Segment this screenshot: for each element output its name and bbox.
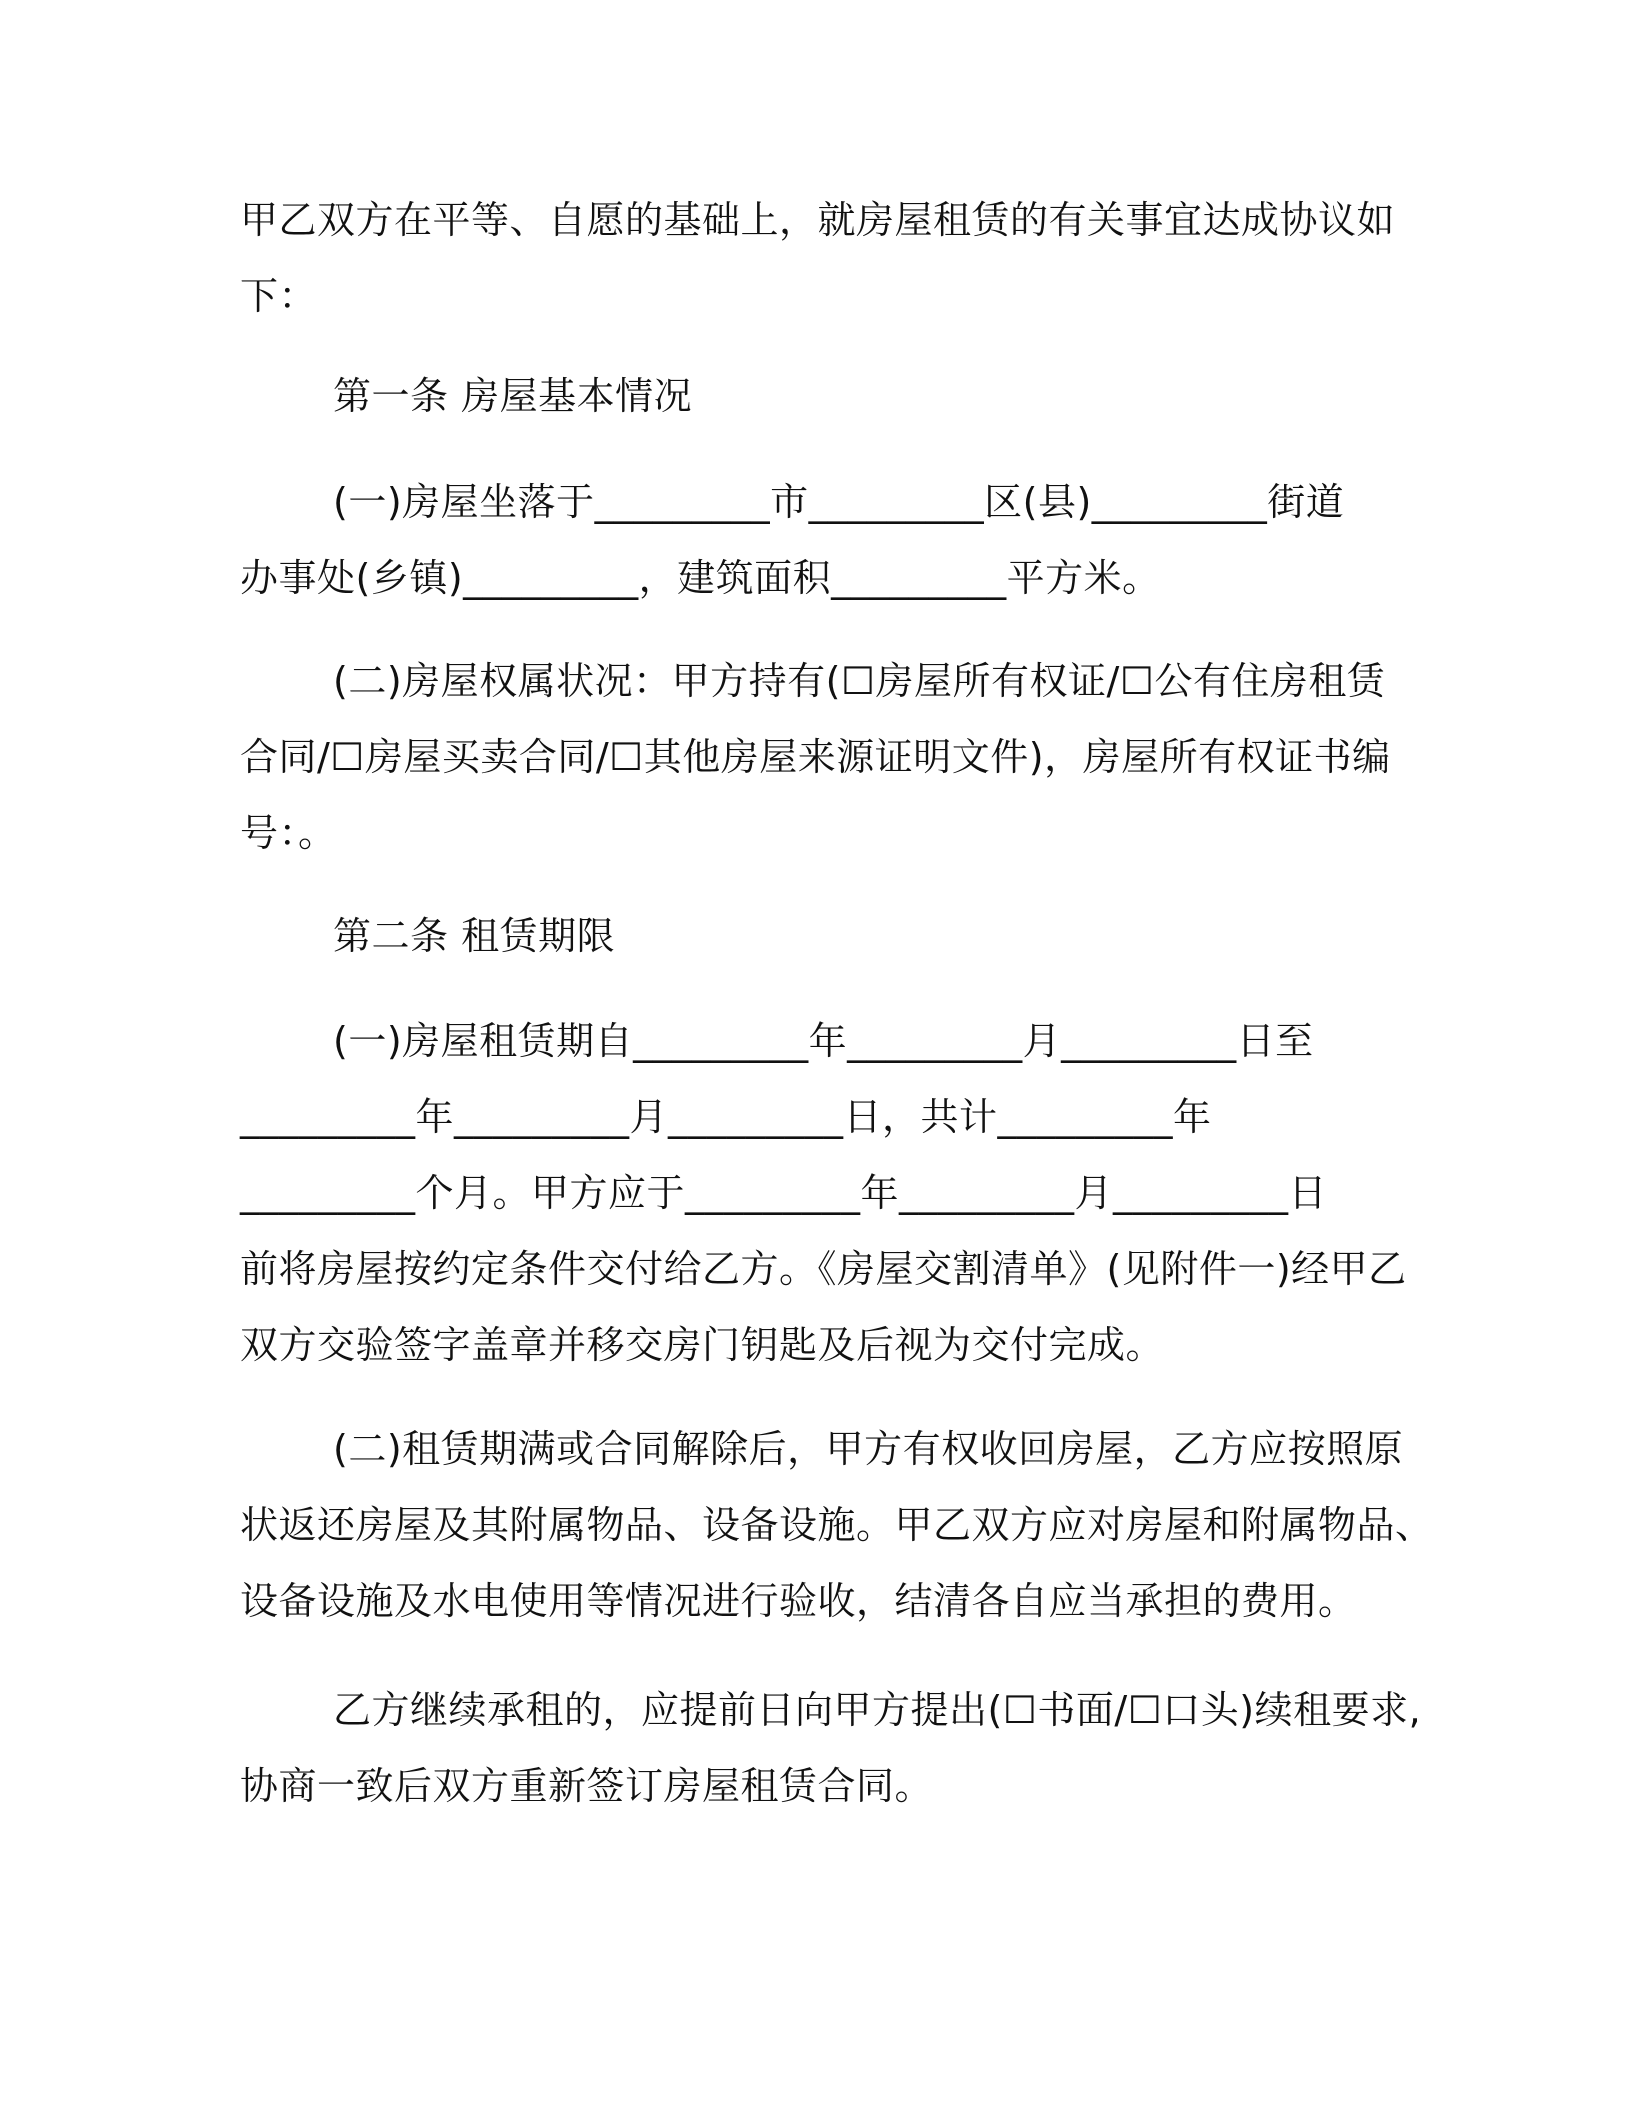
article-2-item-1-line-1: (一)房屋租赁期自_________年_________月_________日至: [333, 1019, 1314, 1063]
article-2-item-2-line-3: 设备设施及水电使用等情况进行验收，结清各自应当承担的费用。: [240, 1579, 1357, 1623]
article-2-item-1-line-4: 前将房屋按约定条件交付给乙方。《房屋交割清单》(见附件一)经甲乙: [240, 1247, 1407, 1291]
renewal-line-1: 乙方继续承租的，应提前日向甲方提出(☐书面/☐口头)续租要求,: [333, 1688, 1422, 1732]
article-1-item-2-line-2: 合同/☐房屋买卖合同/☐其他房屋来源证明文件)，房屋所有权证书编: [240, 735, 1391, 779]
article-2-item-1-line-2: _________年_________月_________日，共计_________年: [240, 1095, 1212, 1139]
article-2-title: 第二条 租赁期限: [333, 914, 616, 958]
article-1-item-2-line-1: (二)房屋权属状况：甲方持有(☐房屋所有权证/☐公有住房租赁: [333, 659, 1386, 703]
article-1-item-1-line-2: 办事处(乡镇)_________，建筑面积_________平方米。: [240, 556, 1161, 600]
article-1-title: 第一条 房屋基本情况: [333, 374, 693, 418]
article-2-item-1-line-3: _________个月。甲方应于_________年_________月_________日: [240, 1171, 1328, 1215]
article-2-item-1-line-5: 双方交验签字盖章并移交房门钥匙及后视为交付完成。: [240, 1323, 1165, 1367]
article-2-item-2-line-1: (二)租赁期满或合同解除后，甲方有权收回房屋，乙方应按照原: [333, 1427, 1404, 1471]
intro-line-1: 甲乙双方在平等、自愿的基础上，就房屋租赁的有关事宜达成协议如: [240, 198, 1396, 242]
article-1-item-1-line-1: (一)房屋坐落于_________市_________区(县)_________街道: [333, 480, 1345, 524]
renewal-line-2: 协商一致后双方重新签订房屋租赁合同。: [240, 1764, 934, 1808]
article-1-item-2-line-3: 号：。: [240, 811, 337, 855]
article-2-item-2-line-2: 状返还房屋及其附属物品、设备设施。甲乙双方应对房屋和附属物品、: [240, 1503, 1434, 1547]
intro-line-2: 下：: [240, 274, 318, 318]
